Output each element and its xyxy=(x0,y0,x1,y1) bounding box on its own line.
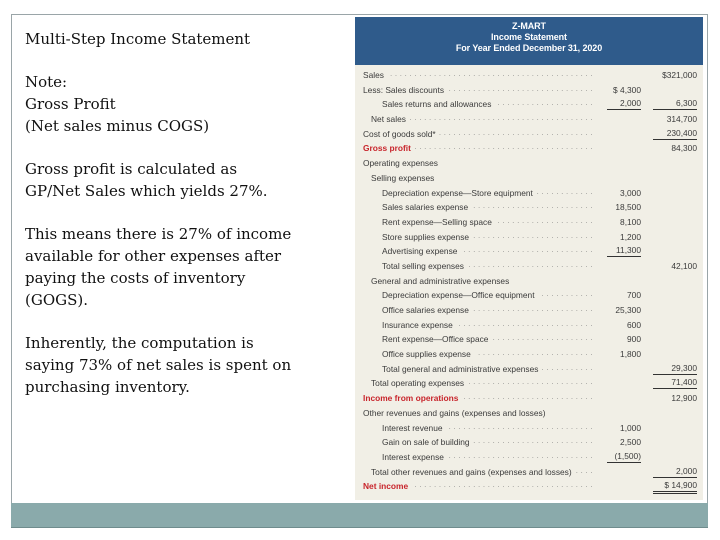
leader-dots: . . . . . . . . . . . . . . . . . . . . . . . . . xyxy=(473,438,593,446)
leader-dots: . . . . . . . . . . . xyxy=(541,364,593,372)
statement-row xyxy=(355,244,703,259)
slide-title: Multi-Step Income Statement xyxy=(25,30,251,48)
leader-dots: . . . . . . . . . . . xyxy=(541,291,593,299)
row-label: Other revenues and gains (expenses and losses) xyxy=(363,407,546,418)
leader-dots: . . . . . . . . . . . . . . . . . . . . xyxy=(497,217,593,225)
paragraph-line: purchasing inventory. xyxy=(25,378,190,396)
paragraph-line: saying 73% of net sales is spent on xyxy=(25,356,292,374)
statement-row xyxy=(355,288,703,303)
company-name: Z-MART xyxy=(512,21,546,31)
leader-dots: . . . . . . . . . . . . . . . . . . . . . . . . . . . xyxy=(463,394,593,402)
statement-period: For Year Ended December 31, 2020 xyxy=(455,43,603,53)
amount-column-1: 8,100 xyxy=(620,216,641,227)
amount-column-1: 25,300 xyxy=(615,305,641,315)
statement-row xyxy=(355,274,703,289)
statement-row xyxy=(355,200,703,215)
statement-row xyxy=(355,83,703,98)
row-label: Gross profit xyxy=(363,143,411,154)
statement-row xyxy=(355,68,703,83)
note-line: Gross Profit xyxy=(25,95,116,113)
amount-column-1: (1,500) xyxy=(607,450,641,463)
amount-column-2: 84,300 xyxy=(671,143,697,154)
row-label: Total other revenues and gains (expenses and losses) xyxy=(371,466,572,477)
paragraph-line: Inherently, the computation is xyxy=(25,334,254,352)
amount-column-1: 900 xyxy=(627,334,641,345)
statement-header xyxy=(355,17,703,65)
leader-dots: . . . . . . . . . . . . . . . . . . . . . . . . . . . . . . . . . . . . . xyxy=(414,482,593,490)
row-label: Interest revenue xyxy=(382,422,443,433)
amount-column-1: 700 xyxy=(627,290,641,301)
amount-column-1: 1,800 xyxy=(620,349,641,360)
statement-title: Income Statement xyxy=(491,32,567,42)
leader-dots: . . . . . . . . . . . . . . . . . . . . . . . . . . . . . . . . xyxy=(438,129,593,137)
amount-column-2: 6,300 xyxy=(653,97,697,110)
amount-column-1: $ 4,300 xyxy=(613,84,641,95)
amount-column-2: $321,000 xyxy=(662,70,697,80)
leader-dots: . . . . . . . . . . . . xyxy=(536,188,593,196)
row-label: Depreciation expense—Store equipment xyxy=(382,187,533,198)
gross-profit-paragraph xyxy=(25,158,325,202)
statement-row xyxy=(355,332,703,347)
amount-column-1: 1,200 xyxy=(620,231,641,242)
leader-dots: . . . . xyxy=(575,467,593,475)
row-label: Office supplies expense xyxy=(382,349,471,360)
leader-dots: . . . . . . . . . . . . . . . . . . . . . . . . . xyxy=(473,306,593,313)
row-label: Sales returns and allowances xyxy=(382,99,492,110)
leader-dots: . . . . . . . . . . . . . . . . . . . . xyxy=(497,100,593,108)
amount-column-1: 600 xyxy=(627,319,641,330)
statement-row xyxy=(355,141,703,156)
row-label: Income from operations xyxy=(363,393,459,404)
statement-row xyxy=(355,391,703,406)
footer-bar xyxy=(11,503,708,528)
leader-dots: . . . . . . . . . . . . . . . . . . . . . . . . . . . . . . . . . . . . . xyxy=(414,144,593,152)
statement-row xyxy=(355,156,703,171)
row-label: Rent expense—Office space xyxy=(382,334,489,345)
statement-row xyxy=(355,362,703,377)
statement-row xyxy=(355,435,703,450)
amount-column-2: 42,100 xyxy=(671,260,697,271)
statement-row xyxy=(355,230,703,245)
amount-column-1: 18,500 xyxy=(615,202,641,213)
leader-dots: . . . . . . . . . . . . . . . . . . . . . . . . . xyxy=(473,232,593,240)
amount-column-2: 230,400 xyxy=(653,127,697,140)
leader-dots: . . . . . . . . . . . . . . . . . . . . . . . . . . . . . . . . . . . . . . xyxy=(409,115,593,123)
row-label: Sales salaries expense xyxy=(382,202,469,213)
inventory-paragraph xyxy=(25,332,325,398)
row-label: Rent expense—Selling space xyxy=(382,216,492,227)
amount-column-2: 314,700 xyxy=(666,114,697,125)
row-label: Total general and administrative expenses xyxy=(382,363,539,374)
paragraph-line: paying the costs of inventory xyxy=(25,269,246,287)
statement-row xyxy=(355,465,703,480)
statement-row xyxy=(355,97,703,112)
paragraph-line: available for other expenses after xyxy=(25,247,282,265)
statement-row xyxy=(355,421,703,436)
amount-column-2: 71,400 xyxy=(653,376,697,389)
amount-column-2: 12,900 xyxy=(671,393,697,404)
statement-row xyxy=(355,347,703,362)
statement-rows xyxy=(355,65,703,494)
statement-row xyxy=(355,376,703,391)
leader-dots: . . . . . . . . . . . . . . . . . . . . . . . . . . . . . . xyxy=(448,452,593,460)
statement-row xyxy=(355,479,703,494)
statement-row xyxy=(355,259,703,274)
amount-column-1: 2,000 xyxy=(607,97,641,110)
row-label: Total operating expenses xyxy=(371,378,465,389)
income-available-paragraph xyxy=(25,223,325,311)
income-statement-image xyxy=(355,17,703,500)
row-label: Store supplies expense xyxy=(382,231,470,242)
row-label: Cost of goods sold* xyxy=(363,128,436,139)
row-label: Office salaries expense xyxy=(382,305,469,315)
statement-row xyxy=(355,406,703,421)
amount-column-2: 29,300 xyxy=(653,362,697,375)
leader-dots: . . . . . . . . . . . . . . . . . . . . . . . . . . . . . . xyxy=(448,423,593,431)
statement-row xyxy=(355,171,703,186)
amount-column-1: 2,500 xyxy=(620,437,641,448)
row-label: Net income xyxy=(363,481,409,492)
leader-dots: . . . . . . . . . . . . . . . . . . . . . . . . . xyxy=(473,203,593,211)
leader-dots: . . . . . . . . . . . . . . . . . . . . . . . . . . . . xyxy=(458,320,593,328)
amount-column-1: 11,300 xyxy=(607,244,641,257)
row-label: Gain on sale of building xyxy=(382,437,470,448)
paragraph-line: This means there is 27% of income xyxy=(25,225,292,243)
row-label: Net sales xyxy=(371,114,406,125)
row-label: General and administrative expenses xyxy=(371,275,510,286)
leader-dots: . . . . . . . . . . . . . . . . . . . . . . . . . . . . . . . . . . . . . . . . . . xyxy=(390,71,593,78)
paragraph-line: Gross profit is calculated as xyxy=(25,160,238,178)
leader-dots: . . . . . . . . . . . . . . . . . . . . . . . . xyxy=(478,350,593,358)
row-label: Depreciation expense—Office equipment xyxy=(382,290,535,301)
row-label: Total selling expenses xyxy=(382,260,464,271)
note-line: (Net sales minus COGS) xyxy=(25,117,210,135)
paragraph-line: (GOGS). xyxy=(25,291,89,309)
row-label: Advertising expense xyxy=(382,246,458,257)
amount-column-1: 3,000 xyxy=(620,187,641,198)
amount-column-1: 1,000 xyxy=(620,422,641,433)
statement-row xyxy=(355,450,703,465)
statement-row xyxy=(355,318,703,333)
amount-column-2: 2,000 xyxy=(653,465,697,478)
amount-column-2: $ 14,900 xyxy=(653,479,697,494)
leader-dots: . . . . . . . . . . . . . . . . . . . . . . . . . . xyxy=(468,379,593,387)
note-line: Note: xyxy=(25,73,68,91)
leader-dots: . . . . . . . . . . . . . . . . . . . . . . . . . . . xyxy=(463,247,593,255)
statement-row xyxy=(355,303,703,318)
row-label: Interest expense xyxy=(382,451,444,462)
row-label: Operating expenses xyxy=(363,158,438,169)
leader-dots: . . . . . . . . . . . . . . . . . . . . . . . . . . . . . . xyxy=(448,85,593,93)
row-label: Less: Sales discounts xyxy=(363,84,445,95)
statement-row xyxy=(355,112,703,127)
statement-row xyxy=(355,215,703,230)
row-label: Sales xyxy=(363,70,384,80)
statement-row xyxy=(355,127,703,142)
row-label: Selling expenses xyxy=(371,172,435,183)
statement-row xyxy=(355,186,703,201)
leader-dots: . . . . . . . . . . . . . . . . . . . . . . . . . . xyxy=(468,261,593,269)
row-label: Insurance expense xyxy=(382,319,453,330)
leader-dots: . . . . . . . . . . . . . . . . . . . . . xyxy=(492,335,593,343)
note-block xyxy=(25,71,325,137)
slide-text-panel xyxy=(25,28,325,419)
paragraph-line: GP/Net Sales which yields 27%. xyxy=(25,182,268,200)
